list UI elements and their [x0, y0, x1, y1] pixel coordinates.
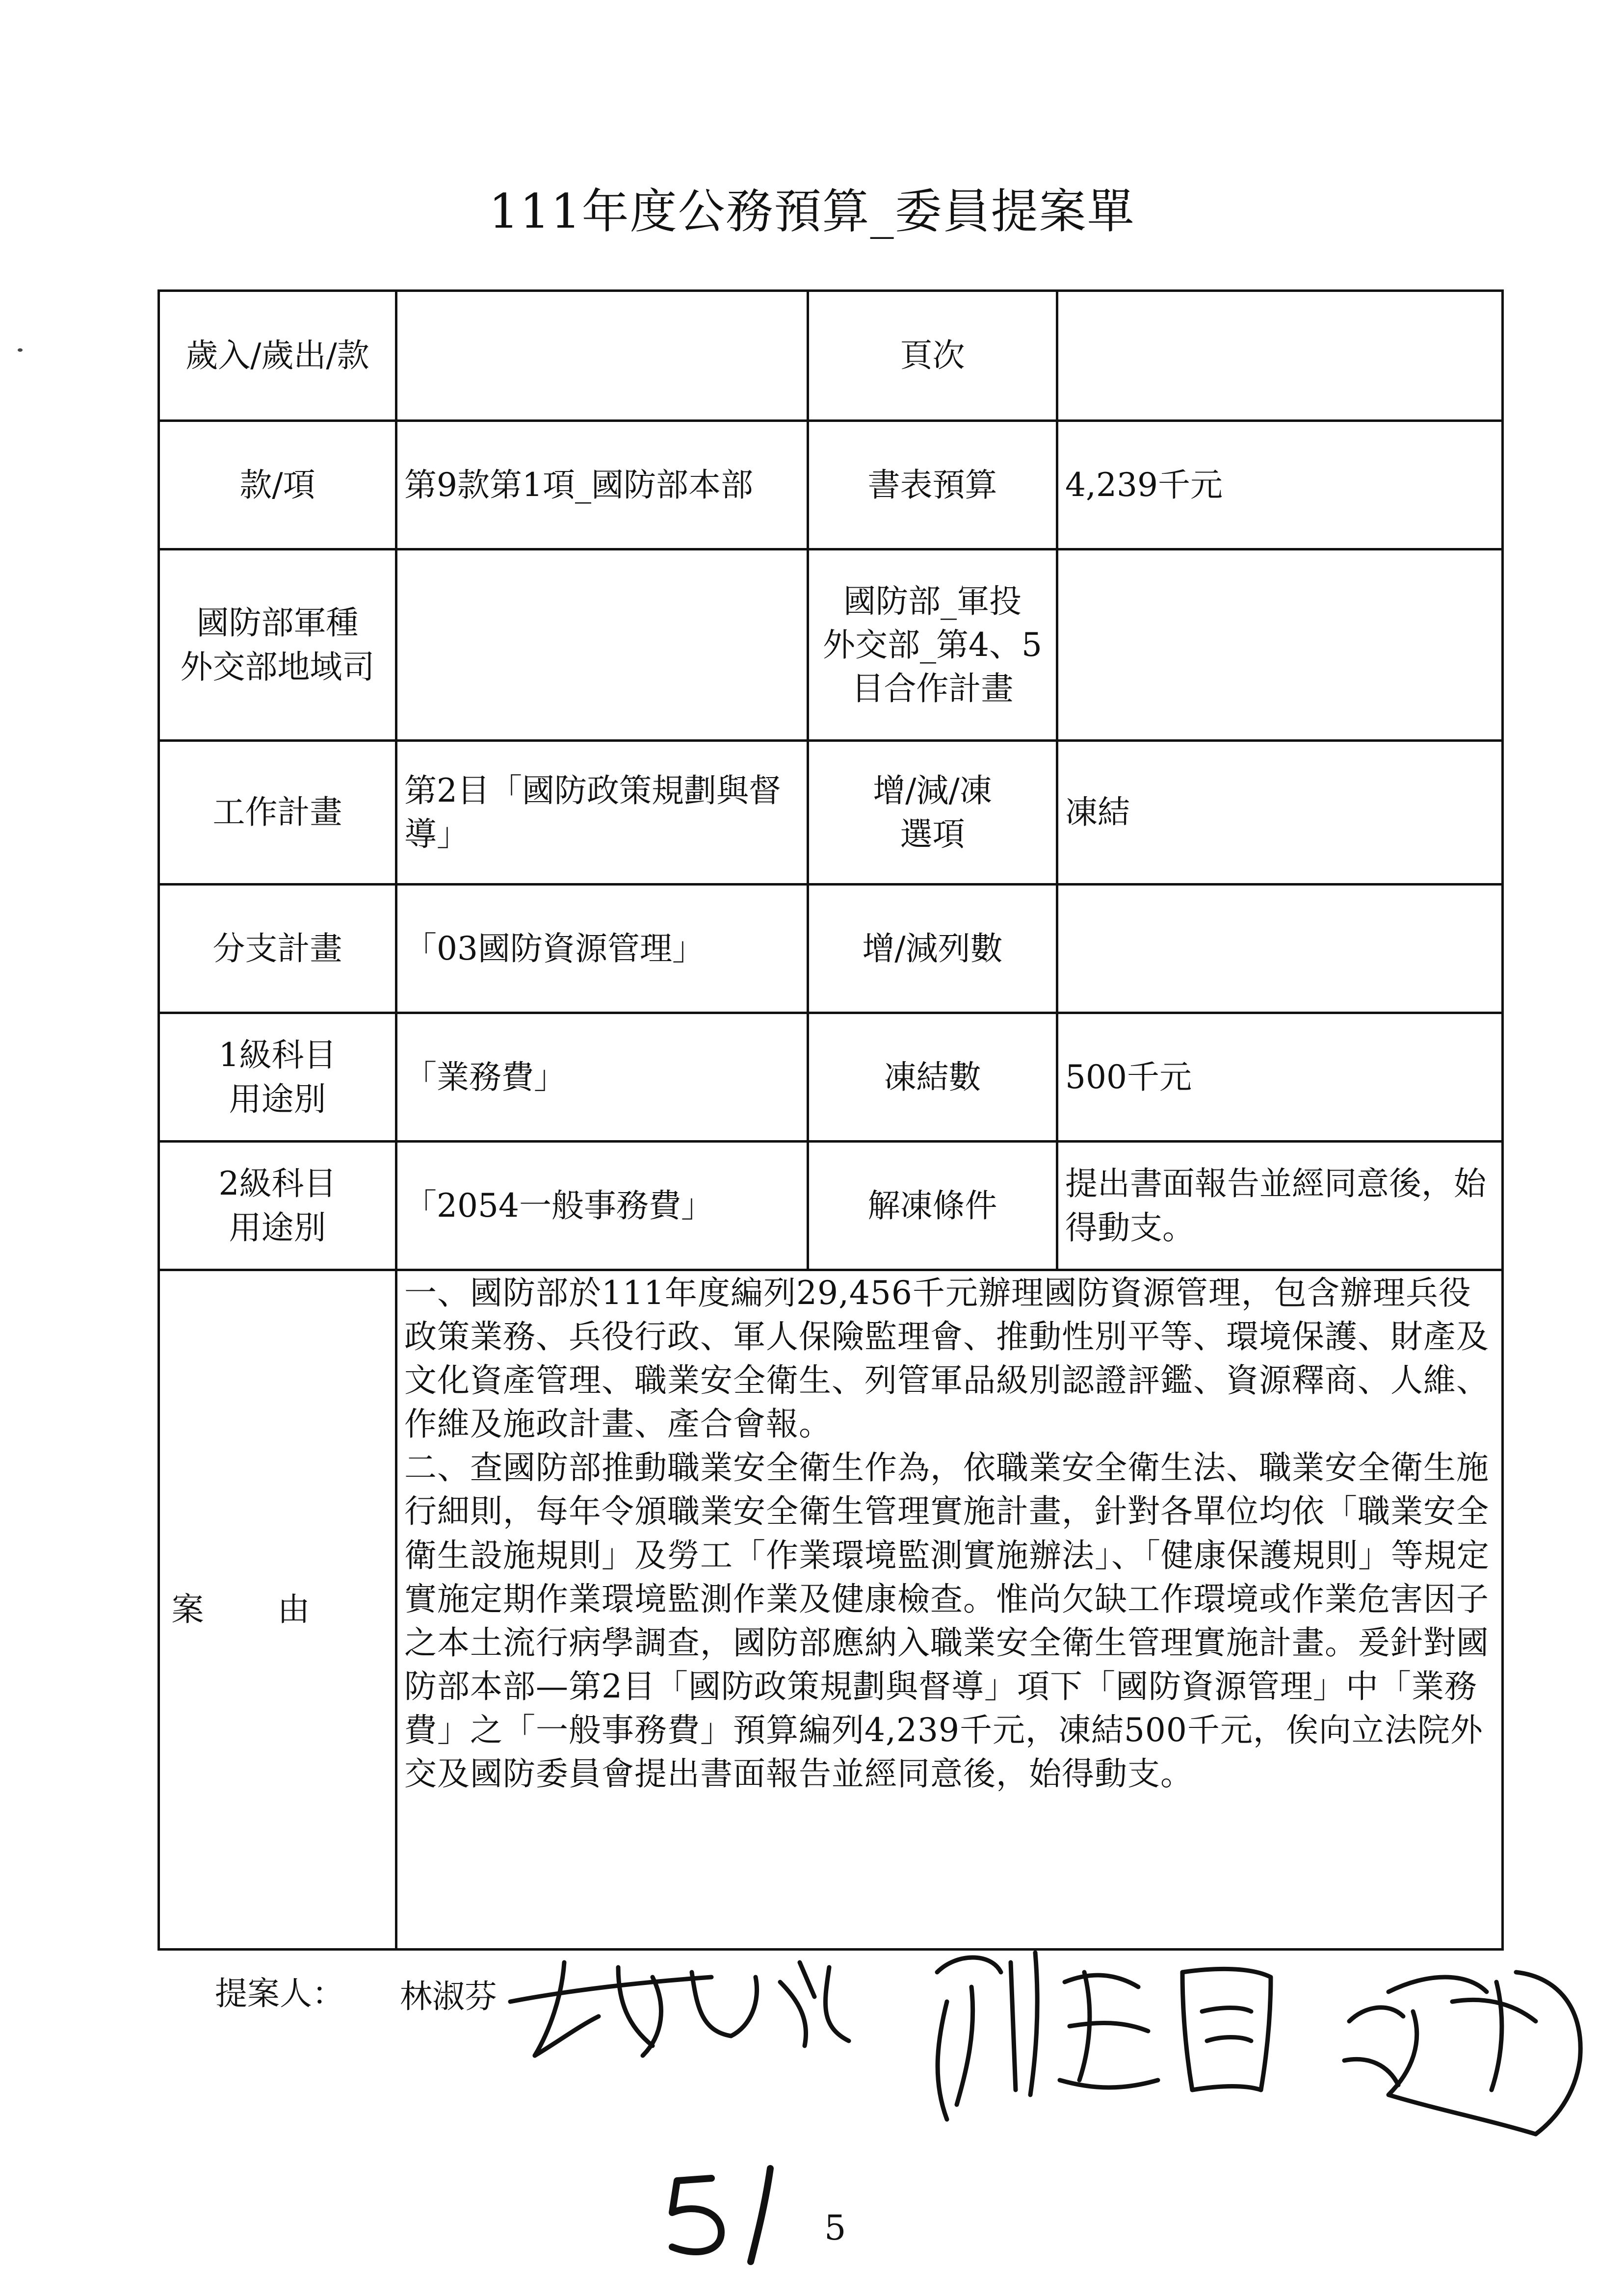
row-sub-plan	[159, 885, 1503, 1013]
label-level2-subject: 2級科目 用途別	[159, 1142, 396, 1270]
label-sub-plan: 分支計畫	[159, 885, 396, 1013]
value-level1-subject: 「業務費」	[396, 1013, 808, 1142]
value-cooperation-plan	[1057, 549, 1503, 741]
label-cooperation-plan: 國防部_軍投 外交部_第4、5 目合作計畫	[808, 549, 1057, 741]
value-statement-budget: 4,239千元	[1057, 421, 1503, 549]
value-page	[1057, 291, 1503, 421]
signature-2	[937, 1953, 1271, 2119]
label-agency: 國防部軍種 外交部地域司	[159, 549, 396, 741]
label-work-plan: 工作計畫	[159, 741, 396, 885]
page-title: 111年度公務預算_委員提案單	[489, 184, 1135, 239]
label-reason: 案由	[159, 1270, 396, 1950]
proposal-form-table	[157, 289, 1504, 1951]
value-adjust-option: 凍結	[1057, 741, 1503, 885]
value-reason: 一、國防部於111年度編列29,456千元辦理國防資源管理，包含辦理兵役政策業務、兵役行政、軍人保險監理會、推動性別平等、環境保護、財產及文化資產管理、職業安全衛生、列管軍品級別認證評鑑、資源釋商、人維、作維及施政計畫、產合會報。 二、查國防部推動職業安全衛生作為，依職業安全衛生法、職業安全衛生施行細則，每年令頒職業安全衛生管理實施計畫，針對各單位均依「職業安全衛生設施規則」及勞工「作業環境監測實施辦法」、「健康保護規則」等規定實施定期作業環境監測作業及健康檢查。惟尚欠缺工作環境或作業危害因子之本土流行病學調查，國防部應納入職業安全衛生管理實施計畫。爰針對國防部本部—第2目「國防政策規劃與督導」項下「國防資源管理」中「業務費」之「一般事務費」預算編列4,239千元，凍結500千元，俟向立法院外交及國防委員會提出書面報告並經同意後，始得動支。	[396, 1270, 1503, 1950]
row-agency	[159, 549, 1503, 741]
label-adjust-option: 增/減/凍 選項	[808, 741, 1057, 885]
row-budget-type	[159, 291, 1503, 421]
handwritten-signatures	[505, 1943, 1624, 2149]
signature-1	[510, 1962, 849, 2056]
value-unfreeze-condition: 提出書面報告並經同意後，始得動支。	[1057, 1142, 1503, 1270]
label-budget-type: 歲入/歲出/款	[159, 291, 396, 421]
value-sub-plan: 「03國防資源管理」	[396, 885, 808, 1013]
row-level2-subject	[159, 1142, 1503, 1270]
row-level1-subject	[159, 1013, 1503, 1142]
handwritten-number	[657, 2159, 814, 2267]
label-freeze-amount: 凍結數	[808, 1013, 1057, 1142]
value-adjust-amount	[1057, 885, 1503, 1013]
row-section-item	[159, 421, 1503, 549]
value-section-item: 第9款第1項_國防部本部	[396, 421, 808, 549]
proposer-label: 提案人：	[215, 1975, 344, 2012]
value-work-plan: 第2目「國防政策規劃與督導」	[396, 741, 808, 885]
value-freeze-amount: 500千元	[1057, 1013, 1503, 1142]
label-level1-subject: 1級科目 用途別	[159, 1013, 396, 1142]
label-section-item: 款/項	[159, 421, 396, 549]
row-reason	[159, 1270, 1503, 1950]
value-budget-type	[396, 291, 808, 421]
scan-speck	[18, 348, 23, 352]
label-unfreeze-condition: 解凍條件	[808, 1142, 1057, 1270]
label-adjust-amount: 增/減列數	[808, 885, 1057, 1013]
proposer-name: 林淑芬	[400, 1978, 497, 2015]
label-statement-budget: 書表預算	[808, 421, 1057, 549]
page-number: 5	[824, 2208, 846, 2248]
value-level2-subject: 「2054一般事務費」	[396, 1142, 808, 1270]
row-work-plan	[159, 741, 1503, 885]
signature-3	[1344, 1972, 1580, 2134]
value-agency	[396, 549, 808, 741]
label-page: 頁次	[808, 291, 1057, 421]
